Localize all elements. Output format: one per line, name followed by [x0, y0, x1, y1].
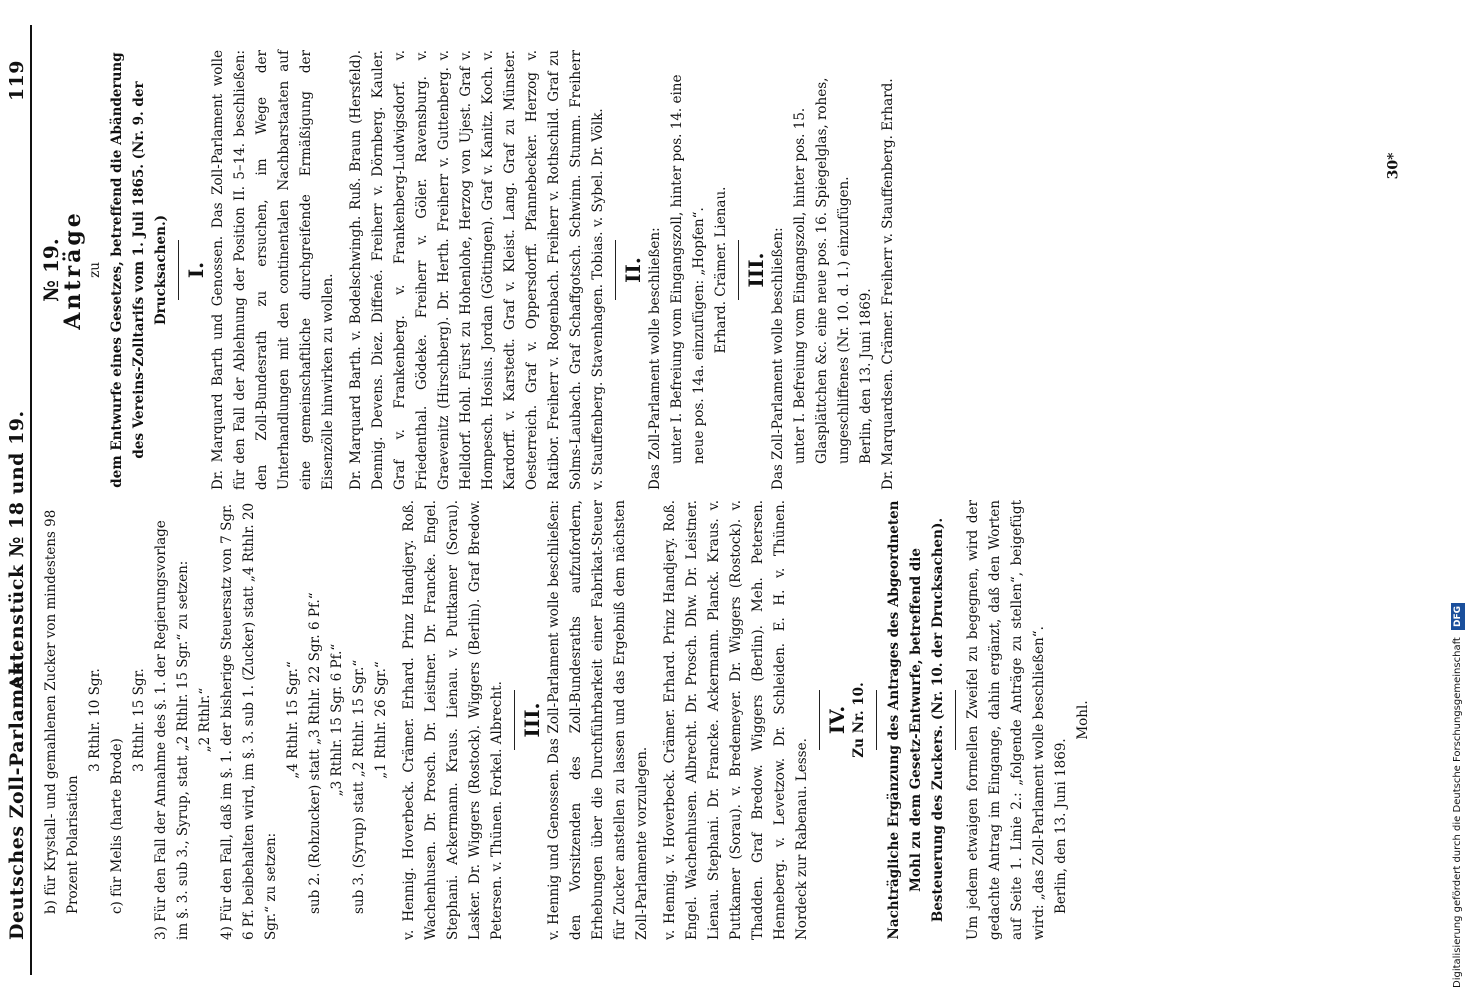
divider	[876, 690, 877, 750]
doc-subtitle: dem Entwurfe eines Gesetzes, betreffend die Abänderung des Vereins-Zolltarifs vom 1. Juli 1865. (Nr. 9. der Drucksachen.)	[109, 52, 169, 488]
header-left: Deutsches Zoll-Parlament.	[6, 644, 28, 940]
item-4-rate: „4 Rthlr. 15 Sgr.“	[285, 661, 301, 779]
signers-ii: Erhard. Crämer. Lienau.	[713, 186, 729, 354]
heading-iv: IV.	[825, 705, 849, 735]
item-4: 4) Für den Fall, daß im §. 1. der bisherige Steuersatz von 7 Sgr. 6 Pf. beibehalten wird, im §. 3. sub 1. (Zucker) statt „4 Rthlr. 20 Sgr.“ zu setzen:	[219, 502, 279, 940]
doc-number: № 19.	[39, 238, 63, 302]
item-4-sub3-rate: „1 Rthlr. 26 Sgr.“	[373, 661, 389, 779]
antrag-iii-b: unter I. Befreiung vom Eingangszoll, hinter pos. 15. Glasplättchen &c. eine neue pos. 16. Spiegelglas, rohes, ungeschliffenes (Nr. 10. d. 1.) einzufügen.	[792, 77, 852, 464]
heading-i: I.	[184, 261, 208, 279]
signer-iv: Mohl.	[1075, 700, 1091, 740]
antrag-iii: v. Hennig und Genossen. Das Zoll-Parlament wolle beschließen: den Vorsitzenden des Zoll-Bundesraths aufzufordern, Erhebungen über die Durchführbarkeit einer Fabrikat-Steuer für Zucker anstellen zu lassen und das Ergebniß dem nächsten Zoll-Parlamente vorzulegen.	[546, 500, 650, 940]
divider	[178, 240, 179, 300]
date-iv: Berlin, den 13. Juni 1869.	[1053, 738, 1069, 914]
antrag-ii: unter I. Befreiung vom Eingangszoll, hinter pos. 14. eine neue pos. 14a. einzufügen: „Hopfen“.	[669, 74, 707, 464]
divider	[738, 240, 739, 300]
item-c-rate: 3 Rthlr. 15 Sgr.	[131, 668, 147, 772]
item-3-rate: „2 Rthlr.“	[197, 687, 213, 753]
item-4-sub2: sub 2. (Rohzucker) statt „3 Rthlr. 22 Sgr. 6 Pf.“	[307, 592, 323, 914]
heading-iii-b: III.	[744, 252, 768, 288]
right-column	[40, 50, 899, 490]
header-rule	[30, 25, 32, 975]
antrag-ii-intro: Das Zoll-Parlament wolle beschließen:	[647, 227, 663, 490]
antrag-i: Dr. Marquard Barth und Genossen. Das Zoll-Parlament wolle für den Fall der Ablehnung der Position II. 5–14. beschließen: den Zoll-Bundesrath zu ersuchen, im Wege der Unterhandlungen mit den continentalen Nachbarstaaten auf eine gemeinschaftliche durchgreifende Ermäßigung der Eisenzölle hinwirken zu wollen.	[210, 50, 336, 490]
item-3: 3) Für den Fall der Annahme des §. 1. der Regierungsvorlage im §. 3. sub 3., Syrup, statt „2 Rthlr. 15 Sgr.“ zu setzen:	[153, 520, 191, 940]
header-middle: Aktenstück № 18 und 19.	[6, 410, 28, 690]
zu-nr-10: Zu Nr. 10.	[851, 682, 867, 758]
heading-iii: III.	[520, 702, 544, 738]
item-b-rate: 3 Rthlr. 10 Sgr.	[87, 668, 103, 772]
doc-title: Anträge	[60, 210, 86, 330]
divider	[819, 690, 820, 750]
divider	[514, 690, 515, 750]
dfg-note-text: Digitalisierung gefördert durch die Deutsche Forschungsgemeinschaft	[1452, 637, 1463, 988]
dfg-funding-note	[1449, 8, 1467, 988]
heading-ii: II.	[621, 257, 645, 283]
signers-i: Dr. Marquard Barth. v. Bodelschwingh. Ruß. Braun (Hersfeld). Dennig. Devens. Diez. Diffené. Freiherr v. Dörnberg. Kauler. Graf v. Frankenberg. v. Frankenberg-Ludwigsdorf. v. Friedenthal. Gödeke. Freiherr v. Göler. Ravensburg. v. Graevenitz (Hirschberg). Dr. Herth. Freiherr v. Guttenberg. v. Helldorf. Hohl. Fürst zu Hohenlohe, Herzog von Ujest. Graf v. Hompesch. Hosius. Jordan (Göttingen). Graf v. Kanitz. Koch. v. Kardorff. v. Karstedt. Graf v. Kleist. Lang. Graf zu Münster. Oesterreich. Graf v. Oppersdorff. Pfannebecker. Herzog v. Ratibor. Freiherr v. Rogenbach. Freiherr v. Rothschild. Graf zu Solms-Laubach. Graf Schaffgotsch. Schwinn. Stumm. Freiherr v. Stauffenberg. Stavenhagen. Tobias. v. Sybel. Dr. Völk.	[348, 50, 606, 490]
left-column	[40, 500, 1094, 940]
doc-zu: zu	[87, 262, 103, 278]
body-iv: Um jedem etwaigen formellen Zweifel zu begegnen, wird der gedachte Antrag im Eingange, dahin ergänzt, daß den Worten auf Seite 1. Linie 2.: „folgende Anträge zu stellen“, beigefügt wird: „das Zoll-Parlament wolle beschließen“.	[965, 500, 1047, 940]
divider	[615, 240, 616, 300]
item-c: c) für Melis (harte Brode)	[109, 738, 125, 914]
item-4-sub2-rate: „3 Rthlr. 15 Sgr. 6 Pf.“	[329, 643, 345, 797]
signers-list-1: v. Hennig. Hoverbeck. Crämer. Erhard. Prinz Handjery. Roß. Wachenhusen. Dr. Prosch. Dr. Leistner. Dr. Francke. Engel. Stephani. Ackermann. Kraus. Lienau. v. Puttkamer (Sorau). Lasker. Dr. Wiggers (Rostock). Wiggers (Berlin). Graf Bredow. Petersen. v. Thünen. Forkel. Albrecht.	[401, 500, 505, 940]
date-iii: Berlin, den 13. Juni 1869.	[858, 288, 874, 464]
page-number: 119	[6, 60, 28, 102]
title-iv: Nachträgliche Ergänzung des Antrages des Abgeordneten Mohl zu dem Gesetz-Entwurfe, betreffend die Besteuerung des Zuckers. (Nr. 10. der Drucksachen).	[886, 500, 946, 940]
signers-iii: Dr. Marquardsen. Crämer. Freiherr v. Stauffenberg. Erhard.	[880, 78, 896, 490]
antrag-iii-intro: Das Zoll-Parlament wolle beschließen:	[770, 227, 786, 490]
dfg-logo: DFG	[1451, 603, 1465, 630]
divider	[955, 690, 956, 750]
signers-list-2: v. Hennig. v. Hoverbeck. Crämer. Erhard. Prinz Handjery. Roß. Engel. Wachenhusen. Albrecht. Dr. Prosch. Dhw. Dr. Leistner. Lienau. Stephani. Dr. Francke. Ackermann. Planck. Kraus. v. Puttkamer (Sorau). v. Bredemeyer. Dr. Wiggers (Rostock). v. Thadden. Graf Bredow. Wiggers (Berlin). Meh. Petersen. Henneberg. v. Levetzow. Dr. Schleiden. E. H. v. Thünen. Nordeck zur Rabenau. Lesse.	[662, 500, 810, 940]
item-b: b) für Krystall- und gemahlenen Zucker von mindestens 98 Prozent Polarisation	[43, 509, 81, 914]
signature-mark: 30*	[1385, 152, 1402, 180]
item-4-sub3: sub 3. (Syrup) statt „2 Rthlr. 15 Sgr.“	[351, 659, 367, 914]
